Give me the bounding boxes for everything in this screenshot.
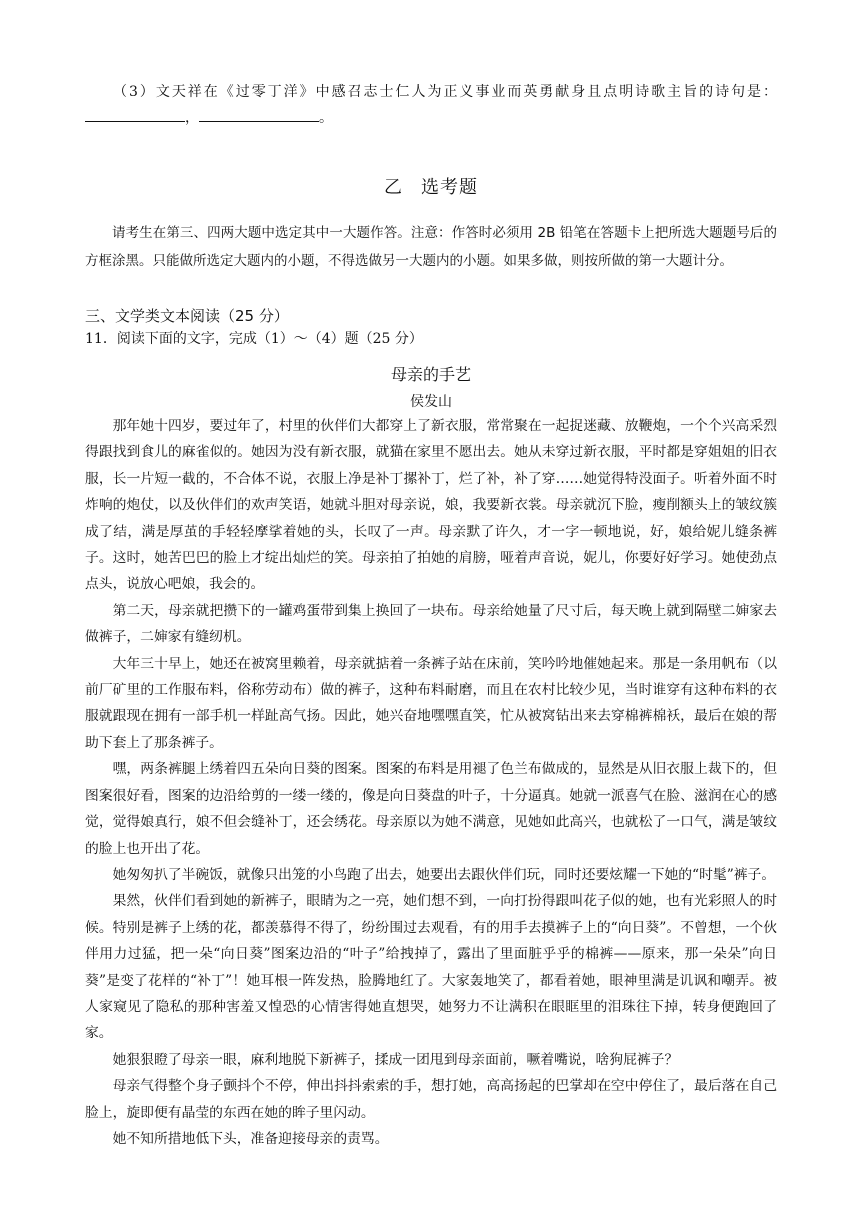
part-title: 三、文学类文本阅读（25 分）	[85, 307, 289, 325]
question-3-comma: ，	[185, 109, 199, 126]
question-11-prompt: 11．阅读下面的文字，完成（1）～（4）题（25 分）	[85, 331, 423, 347]
story-paragraph: 那年她十四岁，要过年了，村里的伙伴们大都穿上了新衣服，常常聚在一起捉迷藏、放鞭炮，一个个兴高采烈得跟找到食儿的麻雀似的。她因为没有新衣服，就猫在家里不愿出去。她从未穿过新衣服，平时都是穿姐姐的旧衣服，长一片短一截的，不合体不说，衣服上净是补丁摞补丁，烂了补，补了穿……她觉得特没面子。听着外面不时炸响的炮仗，以及伙伴们的欢声笑语，她就斗胆对母亲说，娘，我要新衣裳。母亲就沉下脸，瘦削额头上的皱纹簇成了结，满是厚茧的手轻轻摩挲着她的头，长叹了一声。母亲默了许久，才一字一顿地说，好，娘给妮儿缝条裤子。这时，她苦巴巴的脸上才绽出灿烂的笑。母亲拍了拍她的肩膀，哑着声音说，妮儿，你要好好学习。她使劲点点头，说放心吧娘，我会的。	[85, 418, 777, 593]
question-3-text: （3）文天祥在《过零丁洋》中感召志士仁人为正义事业而英勇献身且点明诗歌主旨的诗句是：	[113, 84, 777, 100]
answer-blank-1[interactable]	[85, 107, 185, 122]
question-3-period: 。	[319, 109, 333, 126]
question-3	[85, 80, 777, 131]
section-label: 乙	[384, 177, 403, 198]
story-body	[85, 413, 777, 1152]
story-paragraph: 第二天，母亲就把攒下的一罐鸡蛋带到集上换回了一块布。母亲给她量了尺寸后，每天晚上就到隔壁二婶家去做裤子，二婶家有缝纫机。	[85, 602, 777, 646]
instructions-notice: 请考生在第三、四两大题中选定其中一大题作答。注意：作答时必须用 2B 铅笔在答题卡上把所选大题题号后的方框涂黑。只能做所选定大题内的小题，不得选做另一大题内的小题。如果多做，则按所做的第一大题计分。	[85, 225, 777, 269]
story-paragraph: 大年三十早上，她还在被窝里赖着，母亲就掂着一条裤子站在床前，笑吟吟地催她起来。那是一条用帆布（以前厂矿里的工作服布料，俗称劳动布）做的裤子，这种布料耐磨，而且在农村比较少见，当时谁穿有这种布料的衣服就跟现在拥有一部手机一样趾高气扬。因此，她兴奋地嘿嘿直笑，忙从被窝钻出来去穿棉裤棉袄，最后在娘的帮助下套上了那条裤子。	[85, 655, 777, 751]
story-paragraph: 她不知所措地低下头，准备迎接母亲的责骂。	[112, 1130, 389, 1147]
exam-page	[85, 80, 777, 1152]
story-author: 侯发山	[410, 394, 452, 410]
story-title: 母亲的手艺	[390, 365, 471, 384]
answer-blank-2[interactable]	[199, 107, 319, 122]
story-paragraph: 母亲气得整个身子颤抖个不停，伸出抖抖索索的手，想打她，高高扬起的巴掌却在空中停住了，最后落在自己脸上，旋即便有晶莹的东西在她的眸子里闪动。	[85, 1078, 777, 1121]
story-paragraph: 果然，伙伴们看到她的新裤子，眼睛为之一亮，她们想不到，一向打扮得跟叫花子似的她，也有光彩照人的时候。特别是裤子上绣的花，都羡慕得不得了，纷纷围过去观看，有的用手去摸裤子上的“向日葵”。不曾想，一个伙伴用力过猛，把一朵“向日葵”图案边沿的“叶子”给拽掉了，露出了里面脏乎乎的棉裤——原来，那一朵朵”向日葵”是变了花样的“补丁”！她耳根一阵发热，脸腾地红了。大家轰地笑了，都看着她，眼神里满是讥讽和嘲弄。被人家窥见了隐私的那种害羞又惶恐的心情害得她直想哭，她努力不让满积在眼眶里的泪珠往下掉，转身便跑回了家。	[85, 893, 777, 1042]
section-title: 选考题	[421, 177, 478, 198]
section-heading	[85, 173, 777, 199]
story-paragraph: 她匆匆扒了半碗饭，就像只出笼的小鸟跑了出去，她要出去跟伙伴们玩，同时还要炫耀一下她的“时髦”裤子。	[112, 866, 776, 883]
story-paragraph: 嘿，两条裤腿上绣着四五朵向日葵的图案。图案的布料是用褪了色兰布做成的，显然是从旧衣服上裁下的，但图案很好看，图案的边沿给剪的一缕一缕的，像是向日葵盘的叶子，十分逼真。她就一派喜气在脸、滋润在心的感觉，觉得娘真行，娘不但会缝补丁，还会绣花。母亲原以为她不满意，见她如此高兴，也就松了一口气，满是皱纹的脸上也开出了花。	[85, 761, 777, 857]
story-paragraph: 她狠狠瞪了母亲一眼，麻利地脱下新裤子，揉成一团甩到母亲面前，噘着嘴说，啥狗屁裤子？	[112, 1051, 679, 1068]
